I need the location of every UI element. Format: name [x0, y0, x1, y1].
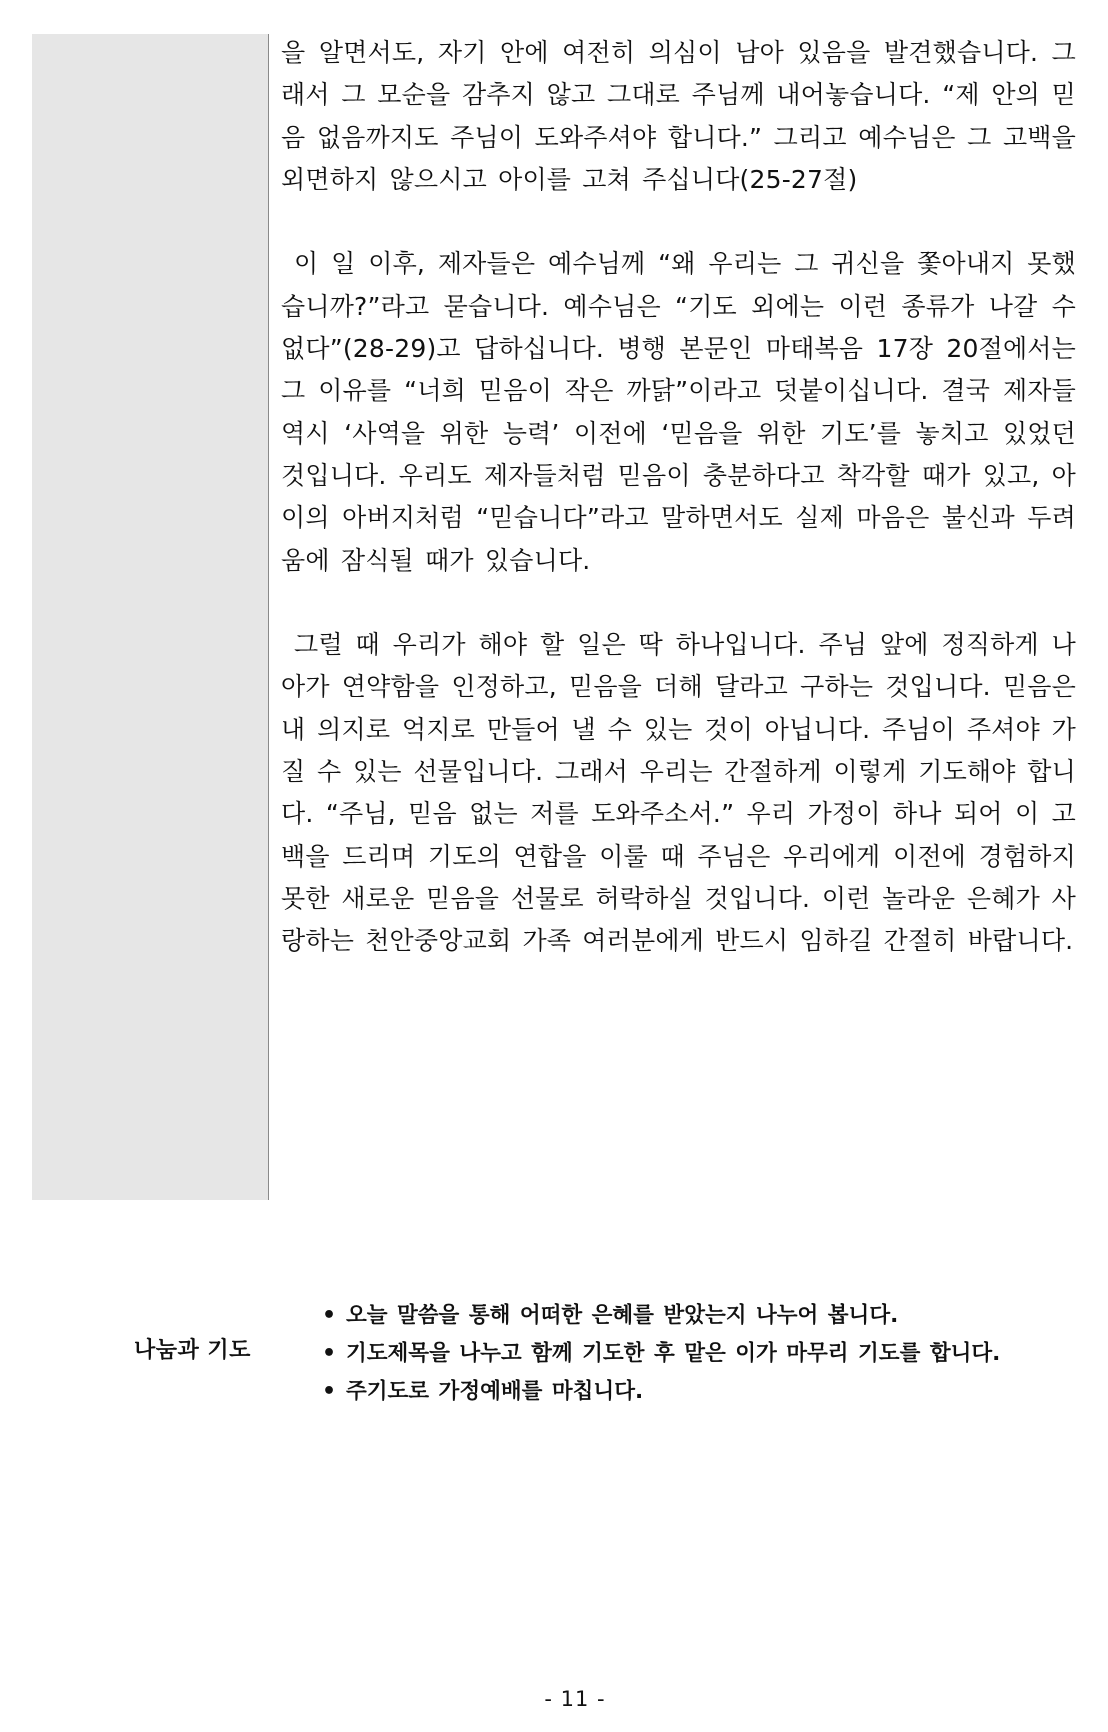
- list-item-text: 오늘 말씀을 통해 어떠한 은혜를 받았는지 나누어 봅니다.: [346, 1303, 899, 1328]
- paragraph: 그럴 때 우리가 해야 할 일은 딱 하나입니다. 주님 앞에 정직하게 나아가 연약함을 인정하고, 믿음을 더해 달라고 구하는 것입니다. 믿음은 내 의지로 억지로 만들어 낼 수 있는 것이 아닙니다. 주님이 주셔야 가질 수 있는 선물입니다. 그래서 우리는 간절하게 이렇게 기도해야 합니다. “주님, 믿음 없는 저를 도와주소서.” 우리 가정이 하나 되어 이 고백을 드리며 기도의 연합을 이룰 때 주님은 우리에게 이전에 경험하지 못한 새로운 믿음을 선물로 허락하실 것입니다. 이런 놀라운 은혜가 사랑하는 천안중앙교회 가족 여러분에게 반드시 임하길 간절히 바랍니다.: [281, 630, 1076, 956]
- list-item: [322, 1373, 1000, 1411]
- paragraph: 을 알면서도, 자기 안에 여전히 의심이 남아 있음을 발견했습니다. 그래서 그 모순을 감추지 않고 그대로 주님께 내어놓습니다. “제 안의 믿음 없음까지도 주님이 도와주셔야 합니다.” 그리고 예수님은 그 고백을 외면하지 않으시고 아이를 고쳐 주십니다(25-27절): [281, 38, 1076, 194]
- page-number: - 11 -: [544, 1687, 606, 1711]
- sidebar-block: [32, 34, 269, 1200]
- list-item-text: 기도제목을 나누고 함께 기도한 후 맡은 이가 마무리 기도를 합니다.: [346, 1341, 1001, 1366]
- list-item-text: 주기도로 가정예배를 마칩니다.: [346, 1379, 644, 1404]
- body-text: [281, 32, 1076, 1005]
- bullet-icon: •: [322, 1379, 337, 1404]
- bullet-icon: •: [322, 1341, 337, 1366]
- sharing-list: [322, 1297, 1000, 1411]
- bullet-icon: •: [322, 1303, 337, 1328]
- sharing-label: 나눔과 기도: [134, 1338, 251, 1363]
- list-item: [322, 1335, 1000, 1373]
- list-item: [322, 1297, 1000, 1335]
- paragraph: 이 일 이후, 제자들은 예수님께 “왜 우리는 그 귀신을 쫓아내지 못했습니까?”라고 묻습니다. 예수님은 “기도 외에는 이런 종류가 나갈 수 없다”(28-29)고 답하십니다. 병행 본문인 마태복음 17장 20절에서는 그 이유를 “너희 믿음이 작은 까닭”이라고 덧붙이십니다. 결국 제자들 역시 ‘사역을 위한 능력’ 이전에 ‘믿음을 위한 기도’를 놓치고 있었던 것입니다. 우리도 제자들처럼 믿음이 충분하다고 착각할 때가 있고, 아이의 아버지처럼 “믿습니다”라고 말하면서도 실제 마음은 불신과 두려움에 잠식될 때가 있습니다.: [281, 249, 1076, 575]
